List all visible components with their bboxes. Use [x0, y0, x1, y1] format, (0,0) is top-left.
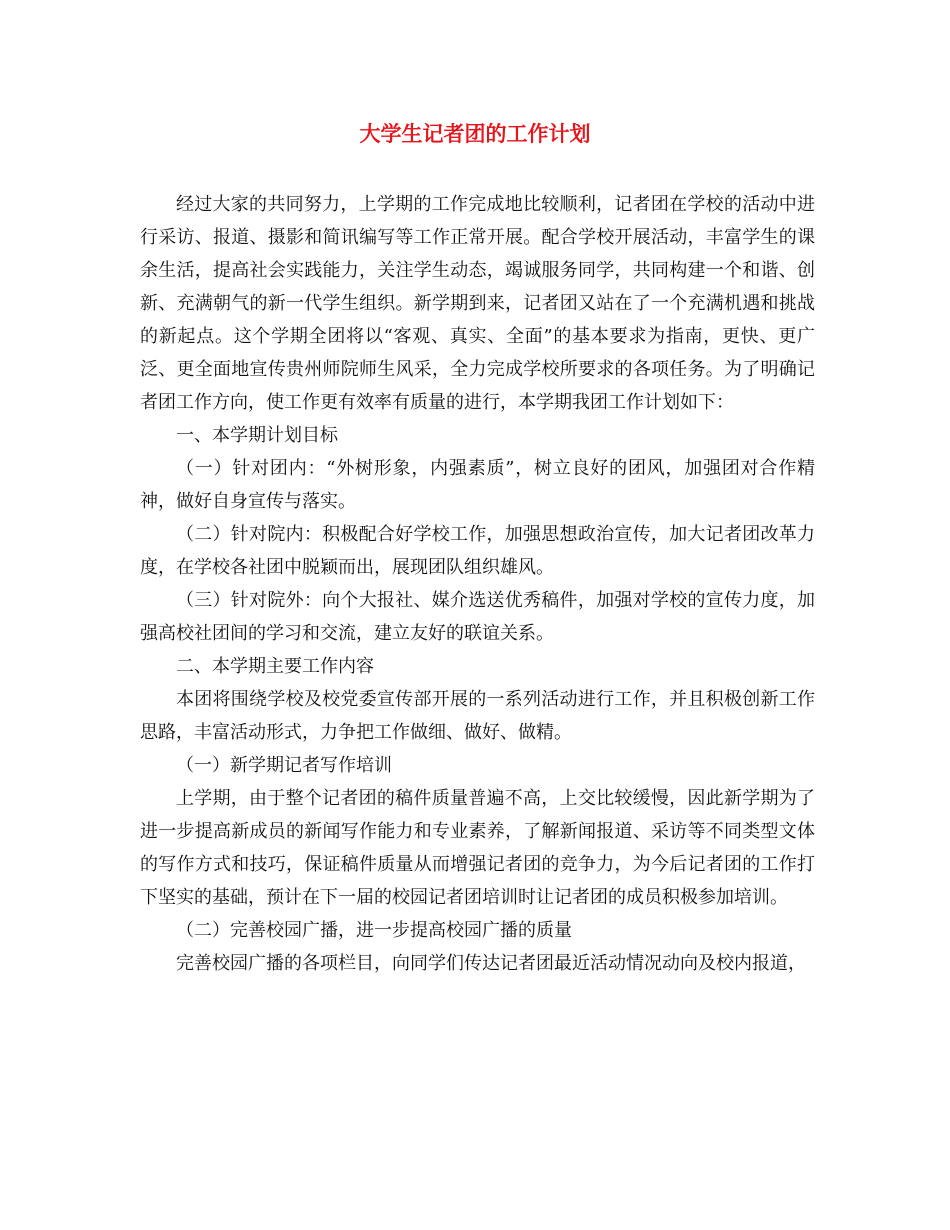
goal-item-campus: （二）针对院内：积极配合好学校工作，加强思想政治宣传，加大记者团改革力度，在学校各社团中脱颖而出，展现团队组织雄风。: [140, 524, 815, 578]
work-intro-paragraph: 本团将围绕学校及校党委宣传部开展的一系列活动进行工作，并且积极创新工作思路，丰富活动形式，力争把工作做细、做好、做精。: [140, 689, 815, 743]
training-paragraph: 上学期，由于整个记者团的稿件质量普遍不高，上交比较缓慢，因此新学期为了进一步提高新成员的新闻写作能力和专业素养，了解新闻报道、采访等不同类型文体的写作方式和技巧，保证稿件质量从而增强记者团的竞争力，为今后记者团的工作打下坚实的基础，预计在下一届的校园记者团培训时让记者团的成员积极参加培训。: [140, 788, 815, 908]
section-heading-goals: 一、本学期计划目标: [176, 425, 338, 446]
broadcast-paragraph: 完善校园广播的各项栏目，向同学们传达记者团最近活动情况动向及校内报道，: [176, 953, 806, 974]
document-title: 大学生记者团的工作计划: [359, 121, 591, 146]
intro-paragraph: 经过大家的共同努力，上学期的工作完成地比较顺利，记者团在学校的活动中进行采访、报道、摄影和简讯编写等工作正常开展。配合学校开展活动，丰富学生的课余生活，提高社会实践能力，关注学生动态，竭诚服务同学，共同构建一个和谐、创新、充满朝气的新一代学生组织。新学期到来，记者团又站在了一个充满机遇和挑战的新起点。这个学期全团将以“客观、真实、全面”的基本要求为指南，更快、更广泛、更全面地宣传贵州师院师生风采，全力完成学校所要求的各项任务。为了明确记者团工作方向，使工作更有效率有质量的进行，本学期我团工作计划如下：: [140, 194, 815, 413]
subheading-broadcast: （二）完善校园广播，进一步提高校园广播的质量: [176, 920, 572, 941]
goal-item-internal: （一）针对团内：“外树形象，内强素质”，树立良好的团风，加强团对合作精神，做好自身宣传与落实。: [140, 458, 815, 512]
subheading-training: （一）新学期记者写作培训: [176, 755, 392, 776]
section-heading-work: 二、本学期主要工作内容: [176, 656, 374, 677]
goal-item-external: （三）针对院外：向个大报社、媒介选送优秀稿件，加强对学校的宣传力度，加强高校社团间的学习和交流，建立友好的联谊关系。: [140, 590, 815, 644]
document-body: [140, 188, 815, 980]
